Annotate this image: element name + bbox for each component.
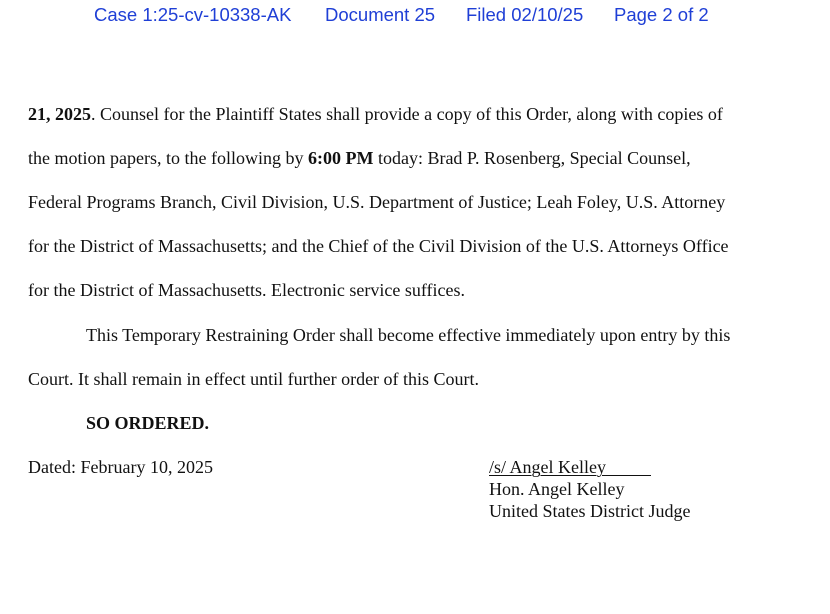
continued-date: 21, 2025 <box>28 104 91 124</box>
paragraph-1-line-4: for the District of Massachusetts; and the Chief of the Civil Division of the U.S. Attorneys Office <box>28 236 729 256</box>
so-ordered: SO ORDERED. <box>86 413 210 433</box>
paragraph-1-line-1 <box>28 103 723 125</box>
deadline-time: 6:00 PM <box>307 148 374 168</box>
judge-title: United States District Judge <box>489 501 691 521</box>
ecf-header <box>0 4 830 28</box>
paragraph-2-line-2: Court. It shall remain in effect until further order of this Court. <box>28 369 480 389</box>
paragraph-1-line-5: for the District of Massachusetts. Electronic service suffices. <box>28 280 466 300</box>
electronic-signature: /s/ Angel Kelley <box>489 457 606 477</box>
paragraph-1-line-2 <box>28 147 691 169</box>
document-number: Document 25 <box>325 4 436 25</box>
case-number: Case 1:25-cv-10338-AK <box>94 4 292 25</box>
paragraph-1-line-3: Federal Programs Branch, Civil Division, U.S. Department of Justice; Leah Foley, U.S. Attorney <box>28 192 726 212</box>
filed-date: Filed 02/10/25 <box>466 4 584 25</box>
paragraph-2-line-1: This Temporary Restraining Order shall become effective immediately upon entry by this <box>86 325 731 345</box>
judge-name: Hon. Angel Kelley <box>489 479 625 499</box>
paragraph-text: the motion papers, to the following by <box>28 148 308 168</box>
paragraph-text: today: Brad P. Rosenberg, Special Counsel, <box>373 148 691 168</box>
dated-line: Dated: February 10, 2025 <box>28 457 213 477</box>
paragraph-text: . Counsel for the Plaintiff States shall provide a copy of this Order, along with copies of <box>91 104 723 124</box>
page-indicator: Page 2 of 2 <box>614 4 709 25</box>
signature-line <box>489 456 651 478</box>
